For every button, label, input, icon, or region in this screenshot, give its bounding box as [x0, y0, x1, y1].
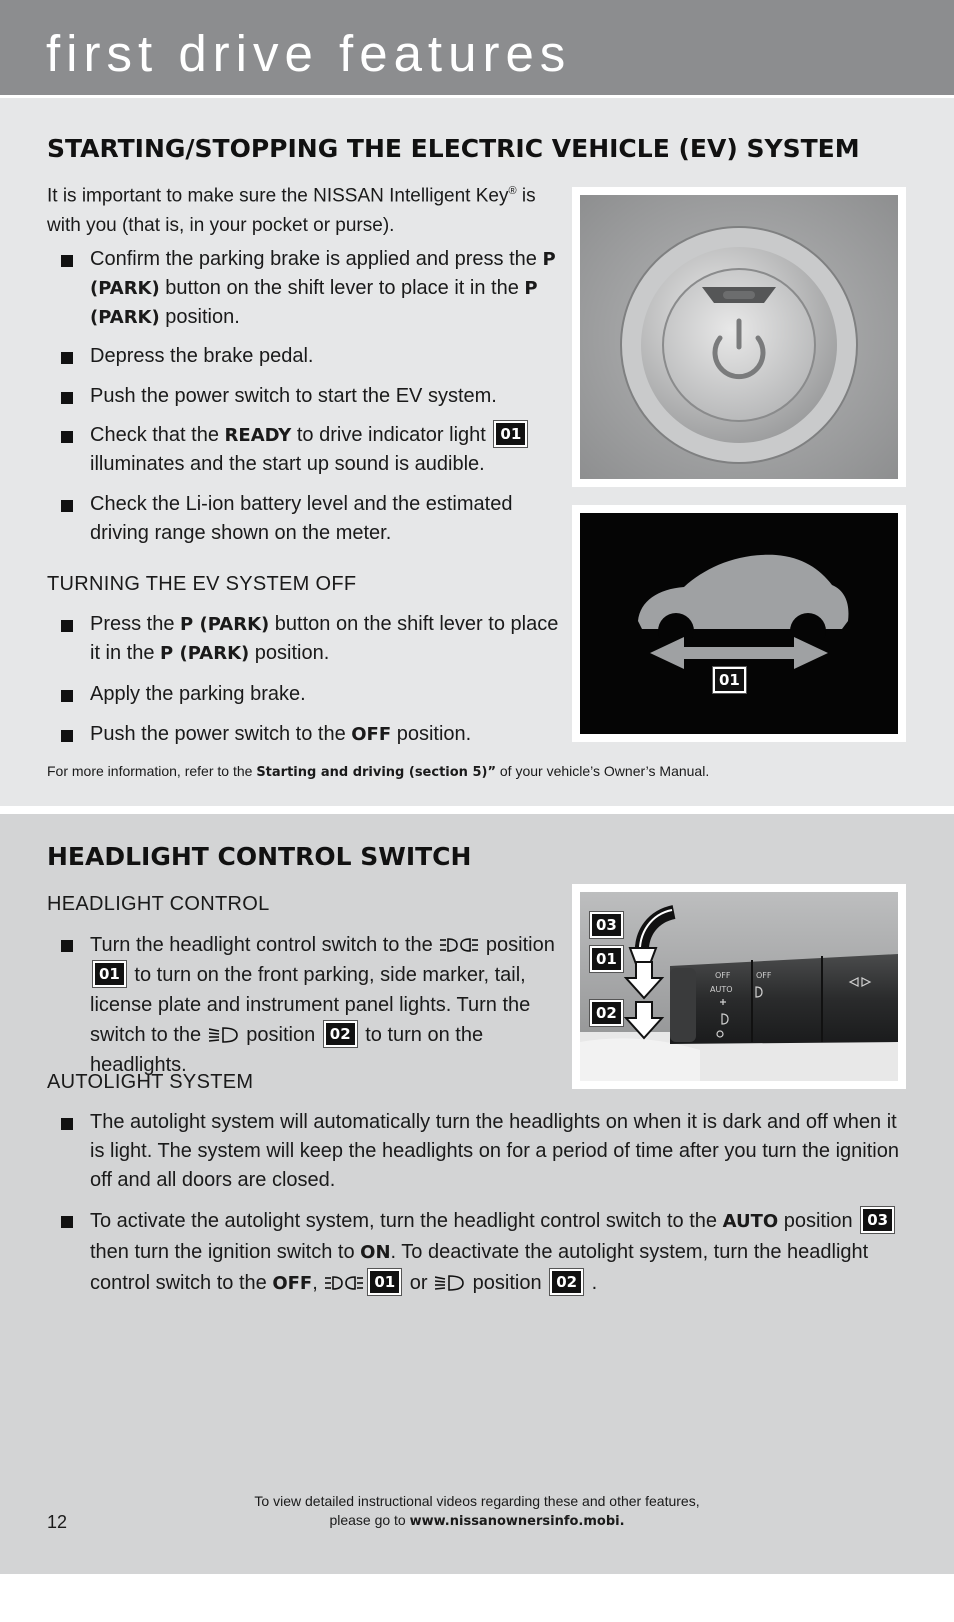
ev-bullet-2: Depress the brake pedal.: [90, 342, 560, 371]
footer-note: [200, 1492, 754, 1531]
text: Push the power switch to the: [90, 723, 352, 745]
stalk-off-label: OFF: [715, 971, 731, 980]
text: Turn the headlight control switch to the: [90, 934, 439, 956]
text: to drive indicator light: [291, 424, 492, 446]
ev-bullet-5: Check the Li-ion battery level and the estimated driving range shown on the meter.: [90, 490, 560, 548]
text: . To deactivate the autolight system, turn the headlight control switch to the: [90, 1241, 869, 1294]
callout-badge-02: 02: [550, 1269, 583, 1295]
text: .: [586, 1272, 598, 1294]
ev-bullet-4: [90, 421, 560, 479]
intro-text: It is important to make sure the NISSAN Intelligent Key: [47, 185, 509, 207]
page-title: first drive features: [46, 25, 572, 82]
text: position.: [391, 723, 472, 745]
intro-text-2: is with you (that is, in your pocket or purse).: [47, 185, 536, 237]
page-number: 12: [47, 1512, 68, 1532]
text: position.: [249, 642, 330, 664]
ev-bullet-3: Push the power switch to start the EV system.: [90, 382, 560, 411]
text: position: [778, 1210, 859, 1232]
text: Press the: [90, 613, 181, 635]
parking-lights-icon: [440, 936, 478, 954]
headlight-switch-photo: [572, 884, 906, 1089]
page-header: [0, 0, 954, 95]
callout-badge-01: 01: [93, 961, 126, 987]
text: button on the shift lever to place it in the: [159, 277, 525, 299]
ev-off-bullet-1: [90, 610, 560, 668]
callout-badge-01: 01: [494, 421, 527, 447]
off-label: OFF: [351, 724, 392, 745]
manual-reference: Starting and driving (section 5)”: [256, 765, 496, 780]
on-label: ON: [360, 1242, 391, 1263]
text: to turn on the headlights.: [90, 1024, 484, 1076]
callout-badge-03: 03: [861, 1207, 894, 1233]
ev-intro: [47, 176, 557, 241]
parking-lights-icon: [325, 1274, 363, 1292]
ready-label: READY: [224, 425, 292, 446]
power-button-illustration: [580, 195, 898, 479]
power-switch-photo: [572, 187, 906, 487]
text: position: [480, 934, 555, 956]
footer-line-1: To view detailed instructional videos regarding these and other features,: [254, 1493, 700, 1509]
headlight-control-bullet: [90, 930, 570, 1080]
ev-off-bullet-2: Apply the parking brake.: [90, 680, 560, 709]
callout-badge-03: 03: [590, 912, 623, 938]
text: illuminates and the start up sound is audible.: [90, 453, 485, 475]
autolight-bullet-2: [90, 1206, 900, 1299]
text: then turn the ignition switch to: [90, 1241, 361, 1263]
text: position: [240, 1024, 321, 1046]
text: of your vehicle’s Owner’s Manual.: [496, 763, 710, 779]
owners-info-link[interactable]: www.nissanownersinfo.mobi.: [409, 1514, 625, 1529]
text: button on the shift lever to place it in the: [90, 613, 559, 664]
autolight-heading: AUTOLIGHT SYSTEM: [47, 1071, 254, 1093]
ev-section-title: STARTING/STOPPING THE ELECTRIC VEHICLE (EV) SYSTEM: [47, 134, 860, 163]
ev-bullet-1: [90, 245, 560, 332]
callout-badge-01: 01: [713, 667, 746, 693]
text: position: [467, 1272, 548, 1294]
callout-badge-02: 02: [590, 1000, 623, 1026]
ev-off-heading: TURNING THE EV SYSTEM OFF: [47, 573, 357, 595]
park-label: P (PARK): [90, 249, 556, 299]
text: ,: [312, 1272, 324, 1294]
callout-badge-01: 01: [368, 1269, 401, 1295]
headlight-icon: [435, 1274, 465, 1292]
callout-badge-02: 02: [324, 1021, 357, 1047]
ready-to-drive-indicator: [580, 513, 898, 734]
text: to turn on the front parking, side marker, tail, license plate and instrument panel lights. Turn the switch to the: [90, 964, 531, 1046]
text: To activate the autolight system, turn the headlight control switch to the: [90, 1210, 723, 1232]
ev-footnote: [47, 763, 709, 780]
park-label: P (PARK): [180, 614, 270, 635]
ready-indicator-photo: [572, 505, 906, 742]
headlight-section-title: HEADLIGHT CONTROL SWITCH: [47, 842, 472, 871]
stalk-off-label: OFF: [756, 971, 772, 980]
text: position.: [159, 306, 240, 328]
callout-badge-01: 01: [590, 946, 623, 972]
stalk-auto-label: AUTO: [710, 985, 733, 994]
text: or: [404, 1272, 434, 1294]
ev-off-bullet-3: [90, 720, 560, 749]
headlight-stalk-illustration: [580, 892, 898, 1081]
headlight-control-heading: HEADLIGHT CONTROL: [47, 893, 270, 915]
text: For more information, refer to the: [47, 763, 257, 779]
registered-mark: ®: [508, 185, 517, 197]
text: Confirm the parking brake is applied and press the: [90, 248, 543, 270]
off-label: OFF: [272, 1273, 313, 1294]
footer-line-2: please go to: [329, 1512, 410, 1528]
park-label: P (PARK): [90, 278, 538, 328]
autolight-bullet-1: The autolight system will automatically turn the headlights on when it is dark and off when it is light. The system will keep the headlights on for a period of time after you turn the ignition off and all doors are closed.: [90, 1108, 900, 1195]
auto-label: AUTO: [722, 1211, 779, 1232]
text: Check that the: [90, 424, 225, 446]
park-label: P (PARK): [160, 643, 250, 664]
headlight-icon: [209, 1026, 239, 1044]
